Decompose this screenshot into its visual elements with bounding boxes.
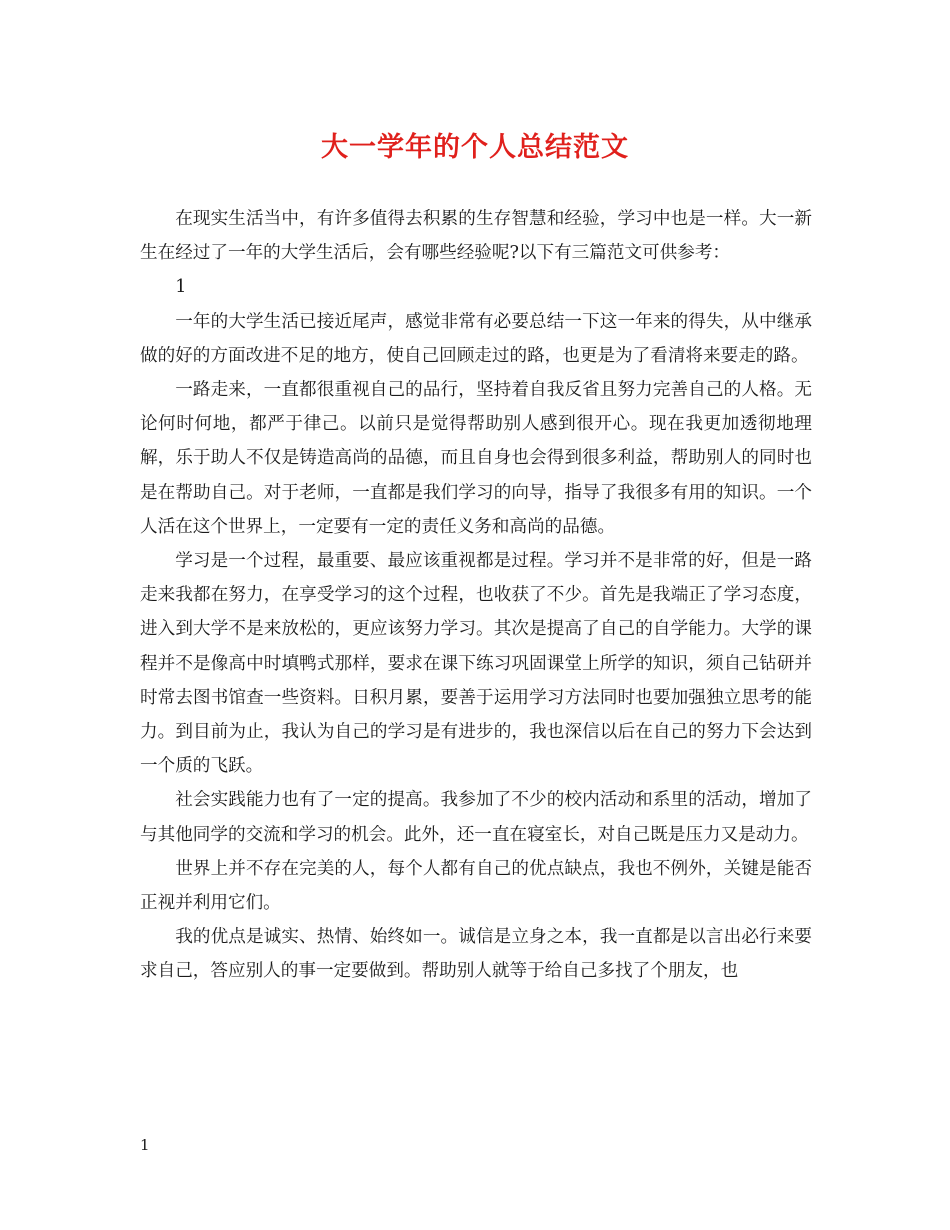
body-paragraph: 我的优点是诚实、热情、始终如一。诚信是立身之本，我一直都是以言出必行来要求自己，答应别人的事一定要做到。帮助别人就等于给自己多找了个朋友，也 (140, 927, 812, 982)
intro-paragraph: 在现实生活当中，有许多值得去积累的生存智慧和经验，学习中也是一样。大一新生在经过了一年的大学生活后，会有哪些经验呢?以下有三篇范文可供参考： (140, 209, 812, 264)
body-paragraph: 世界上并不存在完美的人，每个人都有自己的优点缺点，我也不例外，关键是能否正视并利用它们。 (140, 858, 812, 914)
page-number: 1 (140, 1136, 150, 1154)
body-paragraph: 学习是一个过程，最重要、最应该重视都是过程。学习并不是非常的好，但是一路走来我都在努力，在享受学习的这个过程，也收获了不少。首先是我端正了学习态度，进入到大学不是来放松的，更应该努力学习。其次是提高了自己的自学能力。大学的课程并不是像高中时填鸭式那样，要求在课下练习巩固课堂上所学的知识，须自己钻研并时常去图书馆查一些资料。日积月累，要善于运用学习方法同时也要加强独立思考的能力。到目前为止，我认为自己的学习是有进步的，我也深信以后在自己的努力下会达到一个质的飞跃。 (140, 551, 812, 777)
document-title: 大一学年的个人总结范文 (321, 132, 629, 163)
body-paragraph: 一路走来，一直都很重视自己的品行，坚持着自我反省且努力完善自己的人格。无论何时何地，都严于律己。以前只是觉得帮助别人感到很开心。现在我更加透彻地理解，乐于助人不仅是铸造高尚的品德，而且自身也会得到很多利益，帮助别人的同时也是在帮助自己。对于老师，一直都是我们学习的向导，指导了我很多有用的知识。一个人活在这个世界上，一定要有一定的责任义务和高尚的品德。 (140, 380, 812, 537)
section-number: 1 (175, 277, 187, 298)
document-body (140, 202, 812, 989)
body-paragraph: 社会实践能力也有了一定的提高。我参加了不少的校内活动和系里的活动，增加了与其他同学的交流和学习的机会。此外，还一直在寝室长，对自己既是压力又是动力。 (140, 790, 812, 845)
body-paragraph: 一年的大学生活已接近尾声，感觉非常有必要总结一下这一年来的得失，从中继承做的好的方面改进不足的地方，使自己回顾走过的路，也更是为了看清将来要走的路。 (140, 311, 812, 366)
